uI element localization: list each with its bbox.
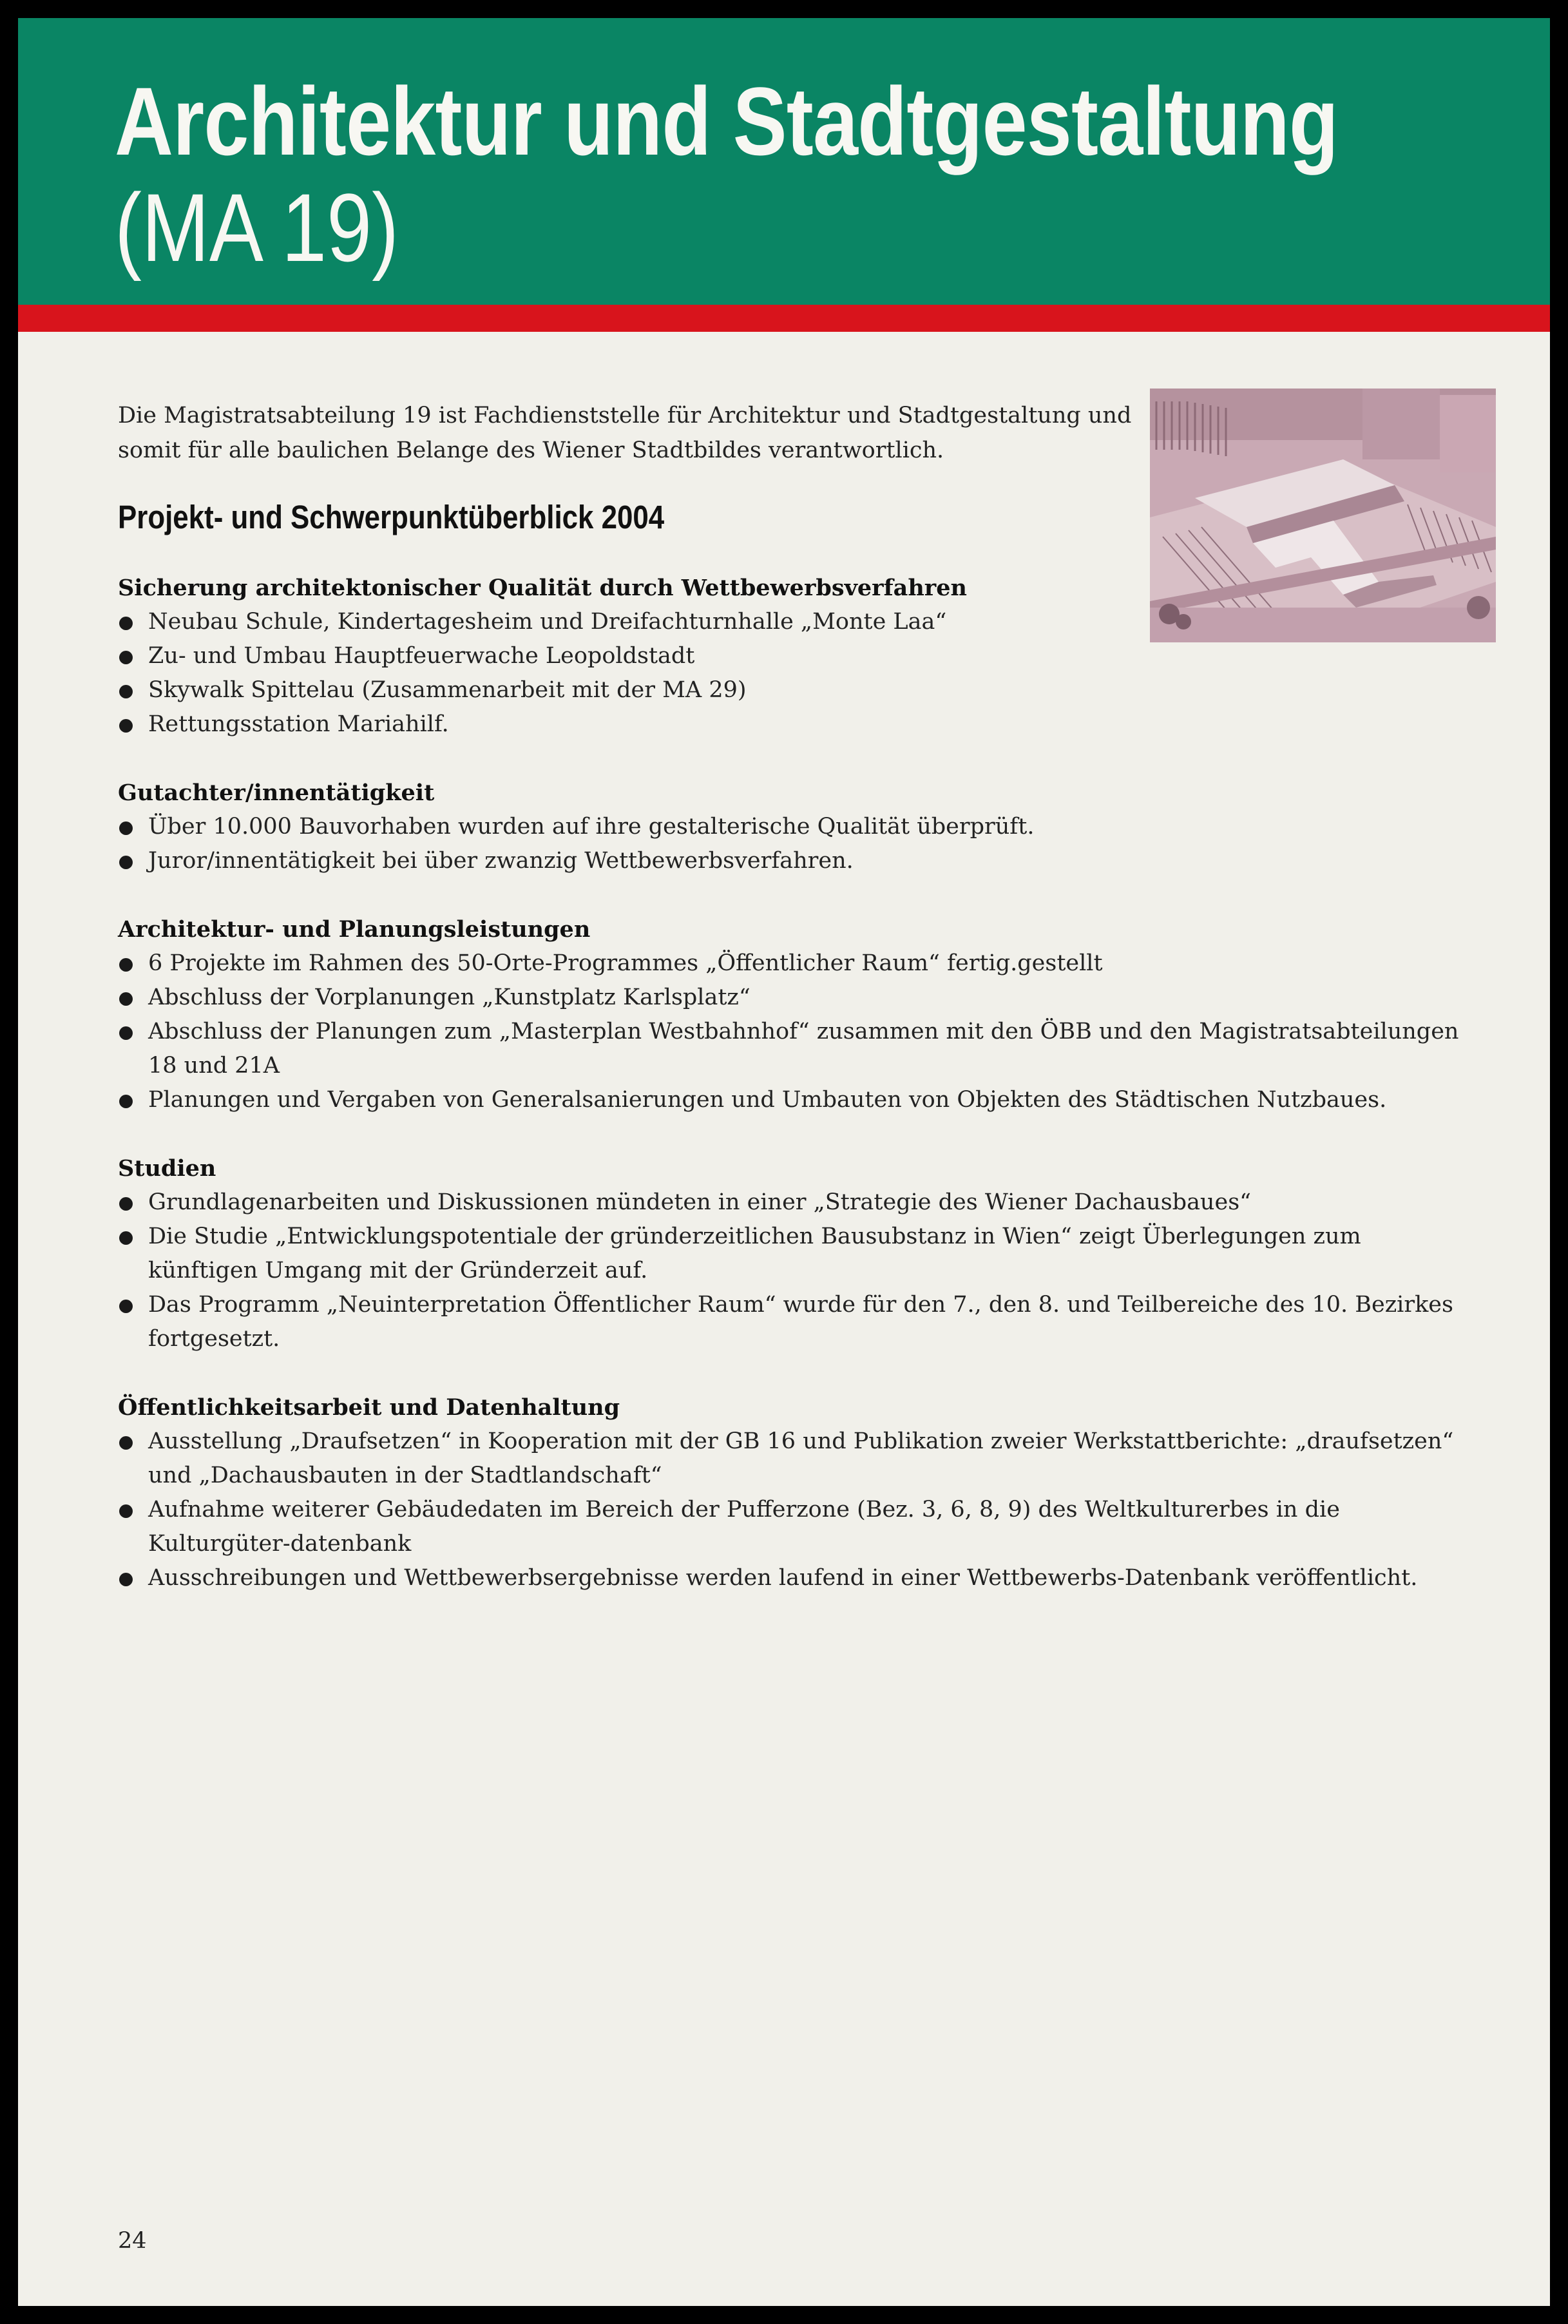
list-item: Rettungsstation Mariahilf. [118,707,1477,742]
list-item: Ausschreibungen und Wettbewerbsergebnisse werden laufend in einer Wettbewerbs-Datenbank veröffentlicht. [118,1561,1477,1595]
page-number: 24 [118,2228,147,2254]
bullet-list [118,810,1477,878]
list-item: Juror/innentätigkeit bei über zwanzig Wettbewerbsverfahren. [118,844,1477,878]
list-item: Abschluss der Planungen zum „Masterplan Westbahnhof“ zusammen mit den ÖBB und den Magistratsabteilungen 18 und 21A [118,1015,1477,1083]
section-heading: Projekt- und Schwerpunktüberblick 2004 [118,499,665,535]
bullet-list [118,946,1477,1117]
list-item: Aufnahme weiterer Gebäudedaten im Bereich der Pufferzone (Bez. 3, 6, 8, 9) des Weltkulturerbes in die Kulturgüter-datenbank [118,1493,1477,1561]
list-item: 6 Projekte im Rahmen des 50-Orte-Programmes „Öffentlicher Raum“ fertig.gestellt [118,946,1477,981]
section-block [118,912,1477,1117]
bullet-list [118,1425,1477,1595]
document-page [18,18,1550,2306]
list-item: Über 10.000 Bauvorhaben wurden auf ihre gestalterische Qualität überprüft. [118,810,1477,844]
section-title: Öffentlichkeitsarbeit und Datenhaltung [118,1394,620,1421]
section-block [118,1390,1477,1595]
list-item: Ausstellung „Draufsetzen“ in Kooperation mit der GB 16 und Publikation zweier Werkstattberichte: „draufsetzen“ und „Dachausbauten in der Stadtlandschaft“ [118,1425,1477,1493]
section-title: Studien [118,1155,216,1182]
bullet-list [118,605,1477,742]
section-title: Sicherung architektonischer Qualität durch Wettbewerbsverfahren [118,575,967,601]
section-title: Architektur- und Planungsleistungen [118,916,591,943]
list-item: Neubau Schule, Kindertagesheim und Dreifachturnhalle „Monte Laa“ [118,605,1477,639]
section-title: Gutachter/innentätigkeit [118,780,435,806]
page-title: Architektur und Stadtgestaltung [115,67,1339,175]
list-item: Das Programm „Neuinterpretation Öffentlicher Raum“ wurde für den 7., den 8. und Teilbereiche des 10. Bezirkes fortgesetzt. [118,1288,1477,1356]
intro-paragraph: Die Magistratsabteilung 19 ist Fachdienststelle für Architektur und Stadtgestaltung und somit für alle baulichen Belange des Wiener Stadtbildes verantwortlich. [118,403,1132,463]
list-item: Grundlagenarbeiten und Diskussionen mündeten in einer „Strategie des Wiener Dachausbaues“ [118,1186,1477,1220]
bullet-list [118,1186,1477,1356]
content-sections [118,571,1477,1629]
list-item: Die Studie „Entwicklungspotentiale der gründerzeitlichen Bausubstanz in Wien“ zeigt Überlegungen zum künftigen Umgang mit der Gründerzeit auf. [118,1220,1477,1288]
list-item: Planungen und Vergaben von Generalsanierungen und Umbauten von Objekten des Städtischen Nutzbaues. [118,1083,1477,1117]
list-item: Abschluss der Vorplanungen „Kunstplatz Karlsplatz“ [118,981,1477,1015]
title-banner [18,18,1550,305]
list-item: Zu- und Umbau Hauptfeuerwache Leopoldstadt [118,639,1477,673]
red-divider-bar [18,305,1550,332]
list-item: Skywalk Spittelau (Zusammenarbeit mit der MA 29) [118,673,1477,707]
section-block [118,571,1477,742]
section-block [118,776,1477,878]
page-subtitle: (MA 19) [115,173,399,282]
section-block [118,1151,1477,1356]
